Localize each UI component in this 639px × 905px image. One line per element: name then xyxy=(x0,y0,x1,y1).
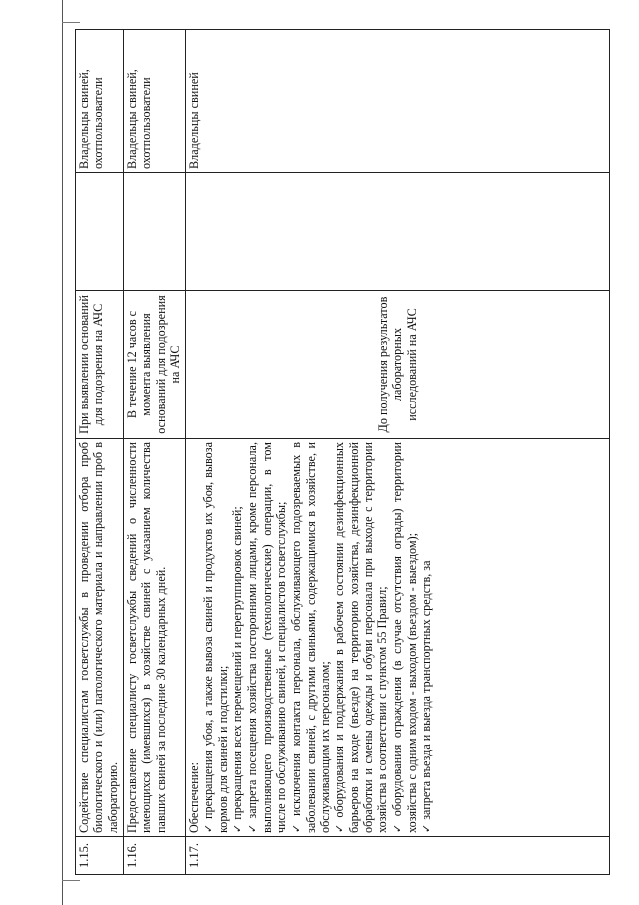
list-item xyxy=(332,442,390,833)
responsible-text: Владельцы свиней xyxy=(186,30,610,173)
responsible-text: Владельцы свиней, охотпользователи xyxy=(124,30,186,173)
term-text: В течение 12 часов с момента выявления оснований для подозрения на АЧС xyxy=(124,291,186,439)
list-item xyxy=(245,442,288,833)
measure-text: Предоставление специалисту госветслужбы сведений о численности имеющихся (имевшихся) в хозяйстве свиней с указанием количества павших свиней за последние 30 календарных дней. xyxy=(124,439,186,837)
list-item xyxy=(201,442,230,833)
measure-list xyxy=(186,439,610,837)
measure-text: Содействие специалистам госветслужбы в проведении отбора проб биологического и (или) патологического материала и направлении проб в лабораторию. xyxy=(76,439,124,837)
checkmark-icon: ✓ xyxy=(246,822,260,833)
list-item-text: оборудования ограждения (в случае отсутствия ограды) территории хозяйства с одним входом - выходом (въездом - выездом); xyxy=(389,441,419,833)
list-item-text: прекращения всех перемещений и перегруппировок свиней; xyxy=(230,506,245,820)
row-number: 1.15. xyxy=(76,837,124,875)
list-item-text: исключения контакта персонала, обслуживающего подозреваемых в заболевании свиней, с другими свиньями, содержащимися в хозяйстве, и обслуживающим их персоналом; xyxy=(288,442,332,833)
table-row xyxy=(76,30,124,875)
list-item xyxy=(230,442,245,833)
table-row xyxy=(186,30,610,875)
list-item-text: прекращения убоя, а также вывоза свиней и продуктов их убоя, вывоза кормов для свиней и подстилки; xyxy=(201,442,231,833)
checkmark-icon: ✓ xyxy=(419,823,433,833)
list-item-text: оборудования и поддержания в рабочем состоянии дезинфекционных барьеров на входе (въезде) на территорию хозяйства, дезинфекционной обработки и смены одежды и обуви персонала при выходе с территории хозяйства в соответствии с пунктом 55 Правил; xyxy=(332,442,390,833)
empty-cell xyxy=(76,173,124,291)
empty-cell xyxy=(186,173,610,291)
rotated-document-table xyxy=(75,30,610,875)
checkmark-icon: ✓ xyxy=(390,820,404,833)
row-number: 1.16. xyxy=(124,837,186,875)
checkmark-icon: ✓ xyxy=(333,821,347,833)
list-item-text: запрета посещения хозяйства посторонними лицами, кроме персонала, выполняющего производственные (технологические) операции, в том числе по обслуживанию свиней, и специалистов госветслужбы; xyxy=(245,442,289,833)
responsible-text: Владельцы свиней, охотпользователи xyxy=(76,30,124,173)
checkmark-icon: ✓ xyxy=(289,819,303,833)
term-text: До получения результатов лабораторных исследований на АЧС xyxy=(186,291,610,439)
measures-table xyxy=(75,29,610,875)
checkmark-icon: ✓ xyxy=(231,823,245,833)
empty-cell xyxy=(124,173,186,291)
list-item xyxy=(419,442,434,833)
row-number: 1.17. xyxy=(186,837,610,875)
list-item-text: запрета въезда и выезда транспортных средств, за xyxy=(418,560,433,820)
checkmark-icon: ✓ xyxy=(202,822,216,833)
margin-tick-top xyxy=(62,22,80,23)
list-item xyxy=(289,442,332,833)
table-row xyxy=(124,30,186,875)
page-margin-rule xyxy=(62,0,63,905)
margin-tick-bottom xyxy=(62,880,80,881)
term-text: При выявлении оснований для подозрения на АЧС xyxy=(76,291,124,439)
list-item xyxy=(390,442,419,833)
measure-intro: Обеспечение: xyxy=(187,762,201,833)
